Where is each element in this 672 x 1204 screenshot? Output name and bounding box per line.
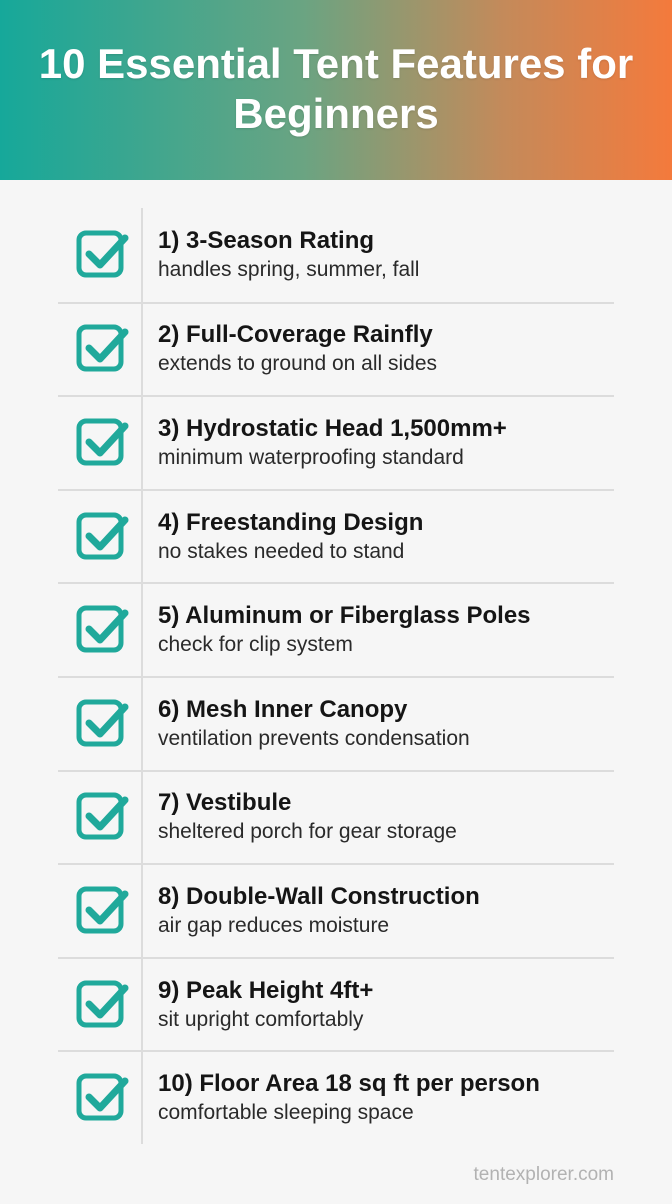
checkbox-checked-icon [74, 978, 130, 1034]
feature-row-8 [58, 863, 614, 957]
checkbox-checked-icon [74, 884, 130, 940]
feature-text [158, 508, 423, 566]
feature-title: 3) Hydrostatic Head 1,500mm+ [158, 414, 507, 442]
feature-title: 4) Freestanding Design [158, 508, 424, 536]
footer-site: tentexplorer.com [473, 1164, 614, 1185]
feature-text [158, 695, 470, 753]
checkbox-checked-icon [74, 697, 130, 753]
feature-title: 9) Peak Height 4ft+ [158, 976, 374, 1004]
feature-description: air gap reduces moisture [158, 913, 390, 937]
feature-list [58, 208, 614, 1144]
feature-description: handles spring, summer, fall [158, 257, 420, 281]
feature-title: 1) 3-Season Rating [158, 226, 375, 254]
feature-text [158, 882, 480, 940]
feature-title: 2) Full-Coverage Rainfly [158, 321, 433, 349]
feature-row-9 [58, 957, 614, 1051]
feature-title: 5) Aluminum or Fiberglass Poles [158, 602, 531, 630]
checkbox-checked-icon [74, 790, 130, 846]
feature-text [158, 414, 507, 472]
checkbox-checked-icon [74, 510, 130, 566]
feature-description: minimum waterproofing standard [158, 445, 464, 469]
checkbox-checked-icon [74, 322, 130, 378]
checkbox-checked-icon [74, 416, 130, 472]
feature-text [158, 226, 419, 284]
feature-description: no stakes needed to stand [158, 539, 405, 563]
feature-text [158, 320, 437, 378]
feature-row-1 [58, 208, 614, 302]
feature-title: 8) Double-Wall Construction [158, 882, 480, 910]
feature-title: 6) Mesh Inner Canopy [158, 695, 408, 723]
feature-description: ventilation prevents condensation [158, 726, 470, 750]
feature-description: comfortable sleeping space [158, 1101, 414, 1125]
feature-description: check for clip system [158, 633, 353, 657]
page-title: 10 Essential Tent Features for Beginners [38, 40, 634, 137]
feature-row-5 [58, 582, 614, 676]
checkbox-checked-icon [74, 228, 130, 284]
feature-row-3 [58, 395, 614, 489]
checkbox-checked-icon [74, 1071, 130, 1127]
feature-row-4 [58, 489, 614, 583]
feature-title: 10) Floor Area 18 sq ft per person [158, 1070, 540, 1098]
feature-text [158, 601, 531, 659]
feature-row-6 [58, 676, 614, 770]
feature-row-7 [58, 770, 614, 864]
feature-row-2 [58, 302, 614, 396]
feature-title: 7) Vestibule [158, 789, 292, 817]
feature-description: extends to ground on all sides [158, 352, 438, 376]
feature-row-10 [58, 1050, 614, 1144]
header-banner [0, 0, 672, 180]
checkbox-checked-icon [74, 603, 130, 659]
feature-description: sit upright comfortably [158, 1007, 364, 1031]
feature-text [158, 976, 373, 1034]
feature-text [158, 1069, 540, 1127]
feature-text [158, 788, 457, 846]
feature-description: sheltered porch for gear storage [158, 820, 457, 844]
